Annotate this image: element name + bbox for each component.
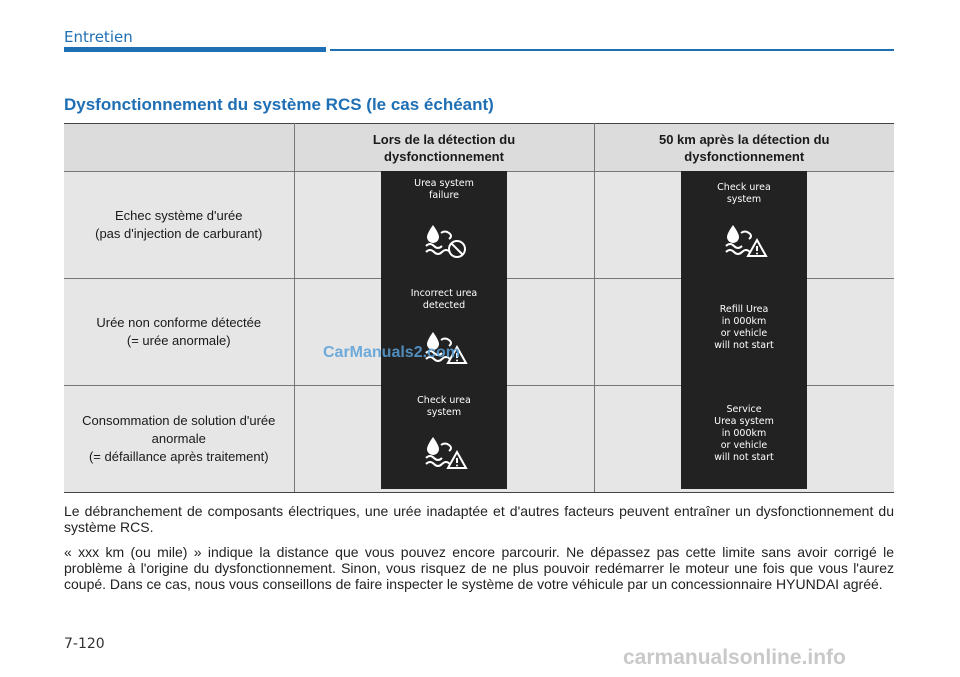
table-header-empty <box>64 124 294 172</box>
urea-prohibited-icon <box>421 221 469 261</box>
cluster-display-detection <box>381 171 507 489</box>
row-label-text: Consommation de solution d'urée anormale (= défaillance après traitement) <box>82 413 276 464</box>
cluster-display-after-50km <box>681 171 807 489</box>
row-label-abnormal-consumption <box>64 386 294 493</box>
table-header-after-50km <box>594 124 894 172</box>
watermark-carmanuals2: CarManuals2.com <box>323 344 460 361</box>
row-label-incorrect-urea <box>64 279 294 386</box>
header-rule-thick <box>64 47 326 52</box>
header-rule-thin <box>330 49 894 51</box>
panel-message: Refill Urea in 000km or vehicle will not start <box>714 304 774 351</box>
header-detection-text: Lors de la détection du dysfonctionnement <box>372 131 516 164</box>
row-label-urea-failure <box>64 172 294 279</box>
section-label: Entretien <box>64 28 133 46</box>
page-title: Dysfonctionnement du système RCS (le cas échéant) <box>64 95 494 114</box>
page-number: 7-120 <box>64 636 105 652</box>
panel-message: Check urea system <box>417 395 471 418</box>
panel-message: Urea system failure <box>414 178 474 201</box>
row-label-text: Echec système d'urée (pas d'injection de carburant) <box>95 208 263 241</box>
urea-warning-icon <box>721 221 769 261</box>
panel-message: Incorrect urea detected <box>410 288 478 311</box>
paragraph-2: « xxx km (ou mile) » indique la distance que vous pouvez encore parcourir. Ne dépassez pas cette limite sans avoir corrigé le problème à l'origine du dysfonctionnement. Sinon, vous risquez de ne plus pouvoir redémarrer le moteur une fois que vous l'aurez coupé. Dans ce cas, nous vous conseillons de faire inspecter le système de votre véhicule par un concessionnaire HYUNDAI agréé. <box>64 544 894 592</box>
table-header-detection <box>294 124 594 172</box>
header-after-text: 50 km après la détection du dysfonctionnement <box>658 131 830 164</box>
watermark-carmanualsonline: carmanualsonline.info <box>623 646 846 669</box>
urea-warning-icon <box>421 433 469 473</box>
panel-message: Check urea system <box>717 182 771 205</box>
row-label-text: Urée non conforme détectée (= urée anormale) <box>96 315 262 348</box>
paragraph-1: Le débranchement de composants électriques, une urée inadaptée et d'autres facteurs peuvent entraîner un dysfonctionnement du système RCS. <box>64 503 894 535</box>
panel-message: Service Urea system in 000km or vehicle will not start <box>714 404 774 463</box>
